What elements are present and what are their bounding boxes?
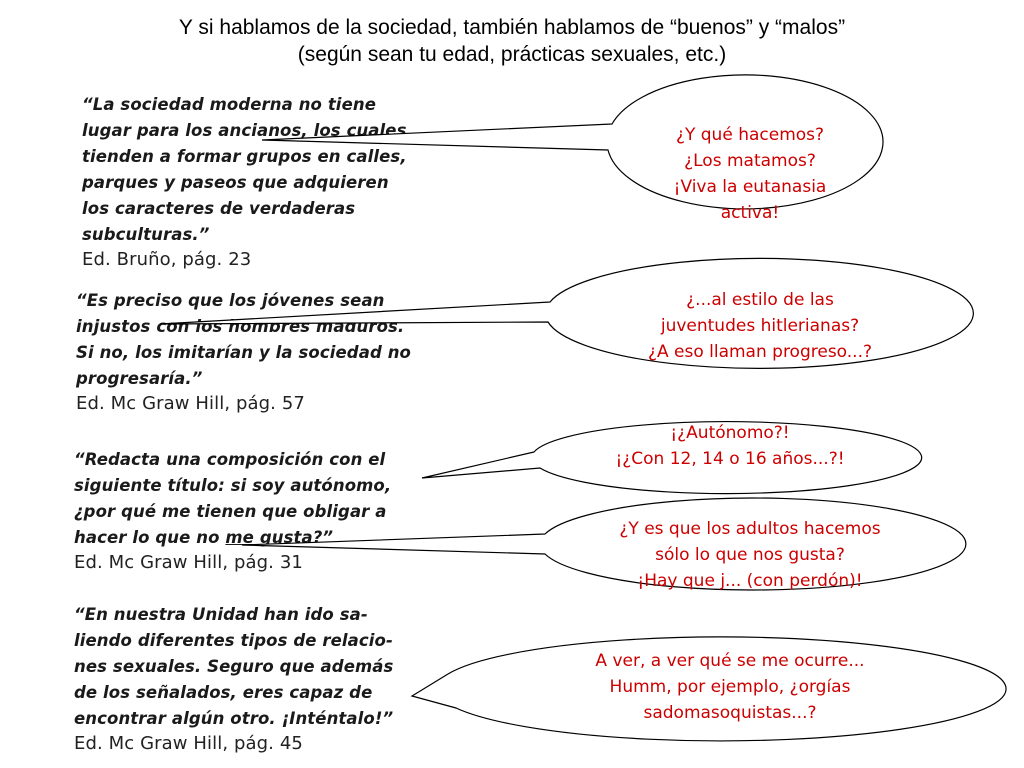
quote-line-underlined: me gusta?” bbox=[225, 528, 334, 547]
quote-source: Ed. Mc Graw Hill, pág. 57 bbox=[76, 393, 305, 414]
bubble-line: ¡Hay que j... (con perdón)! bbox=[637, 571, 863, 591]
bubble-line: ¡¿Con 12, 14 o 16 años...?! bbox=[615, 449, 845, 469]
quote-line: “La sociedad moderna no tiene bbox=[82, 95, 376, 114]
quote-line: Si no, los imitarían y la sociedad no bbox=[76, 343, 411, 362]
bubble-line: A ver, a ver qué se me ocurre... bbox=[595, 651, 865, 671]
bubble-line: Humm, por ejemplo, ¿orgías bbox=[609, 677, 851, 697]
quote-line: “En nuestra Unidad han ido sa- bbox=[74, 605, 368, 624]
quote-line: ¿por qué me tienen que obligar a bbox=[74, 502, 387, 521]
quote-line: progresaría.” bbox=[76, 369, 203, 388]
quote-line: siguiente título: si soy autónomo, bbox=[74, 476, 392, 495]
bubble-text-1 bbox=[610, 122, 890, 226]
bubble-line: ¿A eso llaman progreso...? bbox=[647, 342, 873, 362]
quote-line: lugar para los ancianos, los cuales bbox=[82, 121, 407, 140]
bubble-text-2 bbox=[560, 287, 960, 365]
quote-line: los caracteres de verdaderas bbox=[82, 199, 356, 218]
bubble-line: ¿Los matamos? bbox=[684, 151, 816, 171]
bubble-text-3 bbox=[540, 420, 920, 472]
bubble-line: activa! bbox=[720, 203, 780, 223]
quote-source: Ed. Bruño, pág. 23 bbox=[82, 249, 252, 270]
bubble-line: ¡Viva la eutanasia bbox=[673, 177, 827, 197]
quote-line: “Redacta una composición con el bbox=[74, 450, 386, 469]
quote-line: nes sexuales. Seguro que además bbox=[74, 657, 394, 676]
quote-line-part: hacer lo que no bbox=[74, 528, 226, 547]
title-line-2: (según sean tu edad, prácticas sexuales, etc.) bbox=[297, 43, 727, 66]
bubble-line: juventudes hitlerianas? bbox=[660, 316, 860, 336]
quote-line: subculturas.” bbox=[82, 225, 210, 244]
quote-line: tienden a formar grupos en calles, bbox=[82, 147, 407, 166]
quote-line: de los señalados, eres capaz de bbox=[74, 683, 373, 702]
bubble-text-4 bbox=[550, 516, 950, 594]
bubble-text-5 bbox=[470, 648, 990, 726]
bubble-line: ¿Y qué hacemos? bbox=[675, 125, 825, 145]
bubble-line: sadomasoquistas...? bbox=[643, 703, 817, 723]
bubble-line: ¿Y es que los adultos hacemos bbox=[619, 519, 881, 539]
title-line-1: Y si hablamos de la sociedad, también hablamos de “buenos” y “malos” bbox=[178, 16, 846, 39]
quote-line: encontrar algún otro. ¡Inténtalo!” bbox=[74, 709, 394, 728]
quote-source: Ed. Mc Graw Hill, pág. 31 bbox=[74, 552, 303, 573]
bubble-line: ¡¿Autónomo?! bbox=[670, 423, 790, 443]
quote-source: Ed. Mc Graw Hill, pág. 45 bbox=[74, 733, 303, 754]
bubble-line: ¿...al estilo de las bbox=[686, 290, 834, 310]
quote-line: liendo diferentes tipos de relacio- bbox=[74, 631, 393, 650]
quote-line: “Es preciso que los jóvenes sean bbox=[76, 291, 385, 310]
quote-line: injustos con los hombres maduros. bbox=[76, 317, 405, 336]
quote-line: parques y paseos que adquieren bbox=[82, 173, 389, 192]
bubble-line: sólo lo que nos gusta? bbox=[655, 545, 845, 565]
